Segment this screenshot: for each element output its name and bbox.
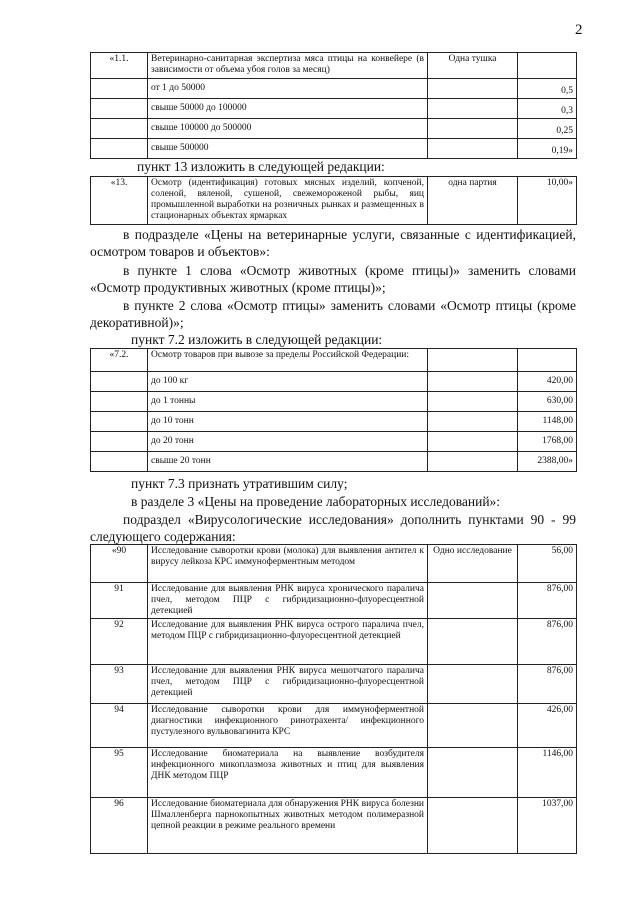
- row-price: 10,00»: [518, 177, 577, 225]
- table-row: [91, 665, 577, 704]
- row-unit: [428, 432, 518, 452]
- row-name: Ветеринарно-санитарная экспертиза мяса птицы на конвейере (в зависимости от объема убоя голов за месяц): [148, 53, 428, 79]
- table-row: [91, 392, 577, 412]
- row-number: [91, 432, 148, 452]
- row-name: до 1 тонны: [148, 392, 428, 412]
- row-name: свыше 100000 до 500000: [148, 119, 428, 139]
- row-price: 876,00: [518, 619, 577, 665]
- row-name: до 20 тонн: [148, 432, 428, 452]
- row-number: [91, 119, 148, 139]
- row-unit: [428, 372, 518, 392]
- text-paragraph: подраздел «Вирусологические исследования» дополнить пунктами 90 - 99 следующего содержания:: [90, 512, 576, 544]
- table-row: [91, 372, 577, 392]
- row-name: до 10 тонн: [148, 412, 428, 432]
- row-unit: [428, 139, 518, 159]
- table-row: [91, 432, 577, 452]
- row-number: [91, 372, 148, 392]
- row-unit: [428, 665, 518, 704]
- table-virology: [90, 544, 577, 854]
- table-inspection-13: [90, 176, 577, 225]
- row-price: 876,00: [518, 583, 577, 619]
- row-number: [91, 392, 148, 412]
- row-unit: [428, 452, 518, 472]
- row-number: [91, 412, 148, 432]
- row-unit: [428, 79, 518, 99]
- row-unit: [428, 412, 518, 432]
- row-unit: [428, 619, 518, 665]
- table-row: [91, 119, 577, 139]
- table-row: [91, 452, 577, 472]
- table-export-inspection: [90, 348, 577, 472]
- table-row: [91, 798, 577, 854]
- row-name: свыше 500000: [148, 139, 428, 159]
- row-number: 95: [91, 748, 148, 798]
- row-name: от 1 до 50000: [148, 79, 428, 99]
- row-number: «90: [91, 545, 148, 583]
- row-number: «1.1.: [91, 53, 148, 79]
- row-price: 1148,00: [518, 412, 577, 432]
- row-number: 91: [91, 583, 148, 619]
- row-price: 876,00: [518, 665, 577, 704]
- row-price: [518, 349, 577, 372]
- text-paragraph: пункт 13 изложить в следующей редакции:: [137, 159, 385, 174]
- row-price: 1768,00: [518, 432, 577, 452]
- table-meat-inspection: [90, 52, 577, 159]
- row-price: 0,25: [518, 119, 577, 139]
- row-unit: [428, 583, 518, 619]
- table-row: [91, 619, 577, 665]
- row-name: Исследование для выявления РНК вируса хронического паралича пчел, методом ПЦР с гибридизационно-флуоресцентной детекцией: [148, 583, 428, 619]
- table-row: [91, 412, 577, 432]
- row-number: «13.: [91, 177, 148, 225]
- row-price: 0,19»: [518, 139, 577, 159]
- text-paragraph: в подразделе «Цены на ветеринарные услуги, связанные с идентификацией, осмотром товаров и объектов»:: [90, 227, 576, 259]
- row-name: Исследование сыворотки крови (молока) для выявления антител к вирусу лейкоза КРС иммуноферментным методом: [148, 545, 428, 583]
- row-price: 1037,00: [518, 798, 577, 854]
- row-price: 420,00: [518, 372, 577, 392]
- row-name: Исследование сыворотки крови для иммуноферментной диагностики инфекционного ринотрахента/ инфекционного пустулезного вульвовагинита КРС: [148, 704, 428, 748]
- row-number: 94: [91, 704, 148, 748]
- table-row: [91, 704, 577, 748]
- row-unit: одна партия: [428, 177, 518, 225]
- row-price: [518, 53, 577, 79]
- row-name: Осмотр товаров при вывозе за пределы Российской Федерации:: [148, 349, 428, 372]
- table-row: [91, 545, 577, 583]
- row-name: Исследование для выявления РНК вируса мешотчатого паралича пчел, методом ПЦР с гибридизационно-флуоресцентной детекцией: [148, 665, 428, 704]
- row-price: 426,00: [518, 704, 577, 748]
- row-unit: Одно исследование: [428, 545, 518, 583]
- row-name: свыше 20 тонн: [148, 452, 428, 472]
- table-row: [91, 748, 577, 798]
- row-unit: Одна тушка: [428, 53, 518, 79]
- row-name: свыше 50000 до 100000: [148, 99, 428, 119]
- row-unit: [428, 349, 518, 372]
- row-number: [91, 139, 148, 159]
- row-number: 96: [91, 798, 148, 854]
- table-row: [91, 583, 577, 619]
- text-paragraph: пункт 7.2 изложить в следующей редакции:: [131, 332, 383, 347]
- text-paragraph: в пункте 1 слова «Осмотр животных (кроме птицы)» заменить словами «Осмотр продуктивных животных (кроме птицы)»;: [90, 263, 576, 295]
- table-row: [91, 349, 577, 372]
- row-name: Исследование биоматериала для обнаружения РНК вируса болезни Шмалленберга парнокопытных животных методом полимеразной цепной реакции в режиме реального времени: [148, 798, 428, 854]
- page-number: 2: [575, 22, 583, 38]
- row-number: 93: [91, 665, 148, 704]
- table-row: [91, 139, 577, 159]
- row-price: 56,00: [518, 545, 577, 583]
- row-number: 92: [91, 619, 148, 665]
- row-name: Исследование биоматериала на выявление возбудителя инфекционного микоплазмоза животных и птиц для выявления ДНК методом ПЦР: [148, 748, 428, 798]
- row-unit: [428, 392, 518, 412]
- row-price: 630,00: [518, 392, 577, 412]
- row-unit: [428, 704, 518, 748]
- row-price: 0,3: [518, 99, 577, 119]
- row-name: Исследование для выявления РНК вируса острого паралича пчел, методом ПЦР с гибридизационно-флуоресцентной детекцией: [148, 619, 428, 665]
- row-number: [91, 79, 148, 99]
- row-name: до 100 кг: [148, 372, 428, 392]
- table-row: [91, 177, 577, 225]
- row-price: 2388,00»: [518, 452, 577, 472]
- table-row: [91, 79, 577, 99]
- row-price: 1146,00: [518, 748, 577, 798]
- table-row: [91, 53, 577, 79]
- row-number: «7.2.: [91, 349, 148, 372]
- row-number: [91, 99, 148, 119]
- table-row: [91, 99, 577, 119]
- text-paragraph: в пункте 2 слова «Осмотр птицы» заменить словами «Осмотр птицы (кроме декоративной)»;: [90, 298, 576, 330]
- row-unit: [428, 748, 518, 798]
- text-paragraph: пункт 7.3 признать утратившим силу;: [131, 476, 348, 491]
- row-unit: [428, 99, 518, 119]
- row-unit: [428, 798, 518, 854]
- row-unit: [428, 119, 518, 139]
- row-name: Осмотр (идентификация) готовых мясных изделий, копченой, соленой, вяленой, сушеной, свежемороженой рыбы, яиц промышленной выработки на розничных рынках и размещенных в стационарных объектах ярмарках: [148, 177, 428, 225]
- text-paragraph: в разделе 3 «Цены на проведение лабораторных исследований»:: [131, 494, 501, 509]
- row-number: [91, 452, 148, 472]
- row-price: 0,5: [518, 79, 577, 99]
